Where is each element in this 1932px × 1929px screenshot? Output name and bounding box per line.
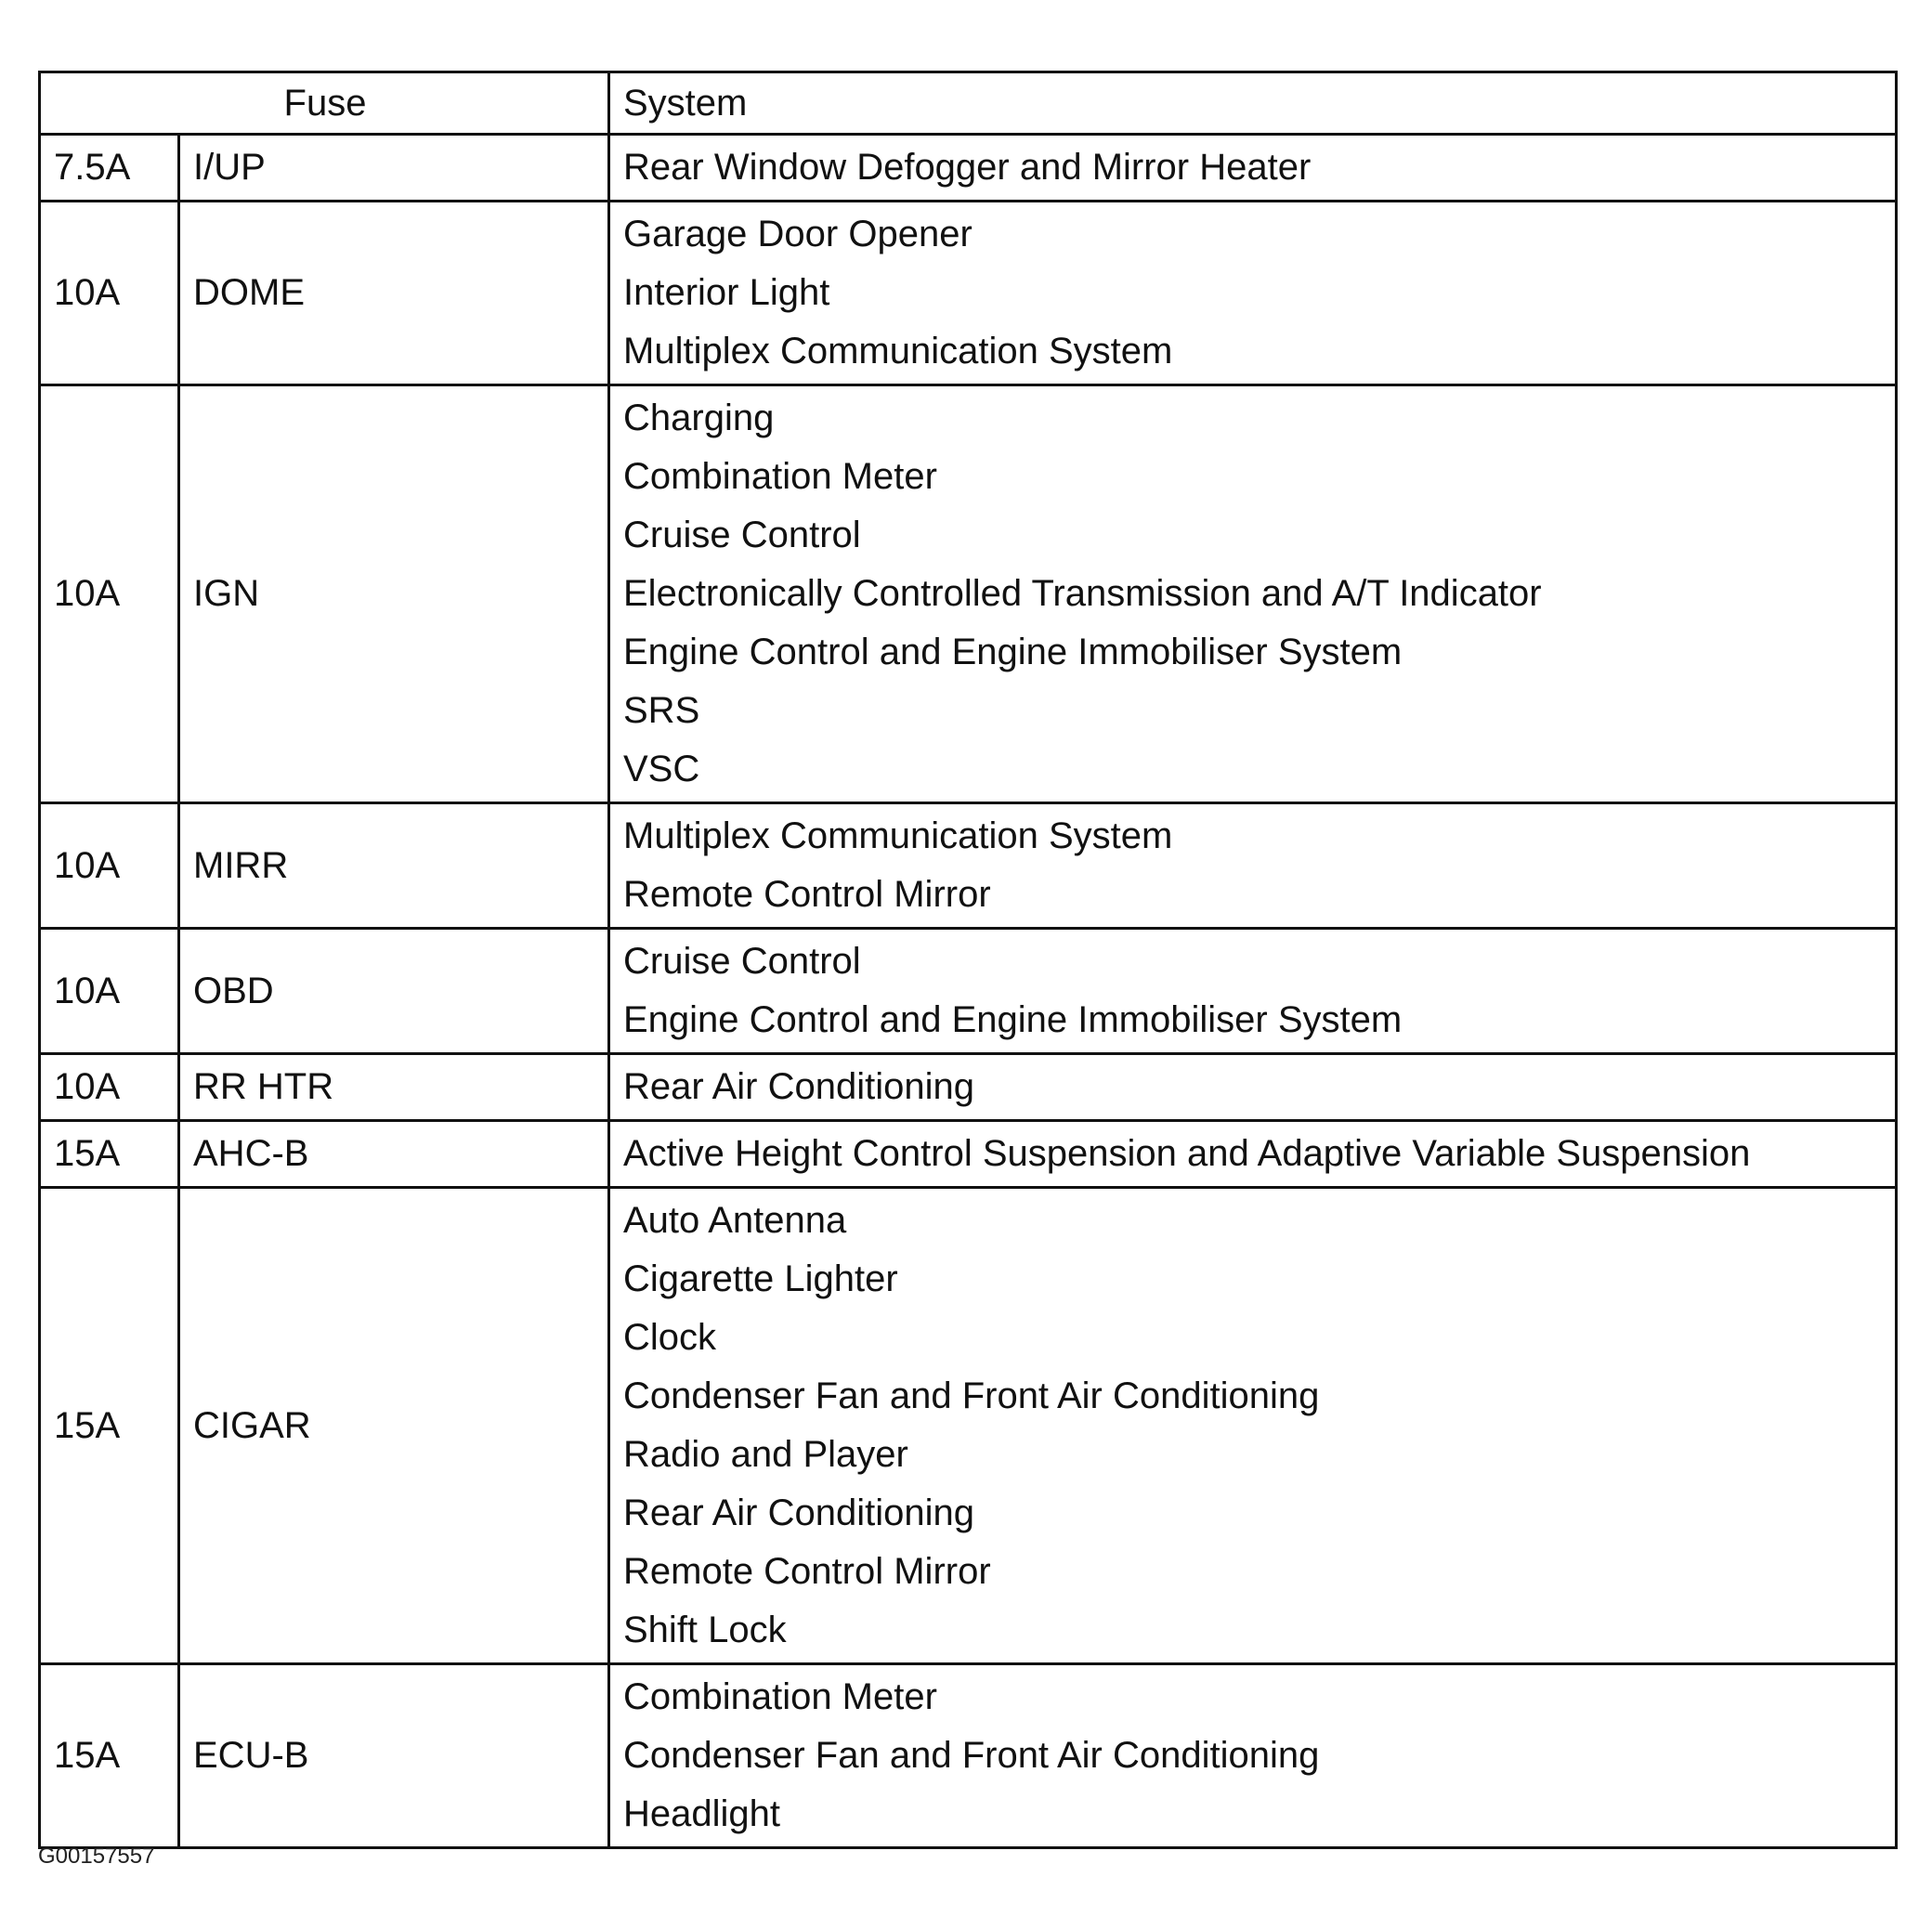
fuse-name: ECU-B (179, 1664, 609, 1848)
fuse-systems (609, 202, 1897, 385)
fuse-systems (609, 803, 1897, 929)
fuse-name: RR HTR (179, 1054, 609, 1121)
system-item: SRS (623, 690, 700, 731)
fuse-systems (609, 1188, 1897, 1664)
system-item: Multiplex Communication System (623, 815, 1173, 856)
system-item: Engine Control and Engine Immobiliser System (623, 999, 1403, 1040)
system-item: VSC (623, 749, 700, 789)
system-item: Cruise Control (623, 515, 861, 555)
system-item: Rear Air Conditioning (623, 1066, 974, 1107)
fuse-row (40, 202, 1897, 385)
system-item: Engine Control and Engine Immobiliser System (623, 632, 1403, 672)
fuse-systems (609, 385, 1897, 803)
fuse-amperage: 10A (40, 803, 179, 929)
fuse-name: MIRR (179, 803, 609, 929)
fuse-systems (609, 135, 1897, 202)
header-row (40, 72, 1897, 135)
system-item: Headlight (623, 1793, 781, 1834)
figure-id: G00157557 (38, 1844, 155, 1869)
fuse-systems (609, 929, 1897, 1054)
fuse-name: OBD (179, 929, 609, 1054)
system-item: Clock (623, 1317, 717, 1358)
fuse-rows (40, 135, 1897, 1848)
fuse-name: CIGAR (179, 1188, 609, 1664)
system-item: Charging (623, 398, 775, 438)
system-item: Cigarette Lighter (623, 1258, 898, 1299)
fuse-amperage: 15A (40, 1188, 179, 1664)
system-item: Multiplex Communication System (623, 331, 1173, 371)
system-item: Interior Light (623, 272, 830, 313)
system-item: Garage Door Opener (623, 214, 973, 254)
system-item: Condenser Fan and Front Air Conditioning (623, 1735, 1320, 1776)
system-item: Cruise Control (623, 941, 861, 982)
fuse-amperage: 10A (40, 1054, 179, 1121)
system-item: Radio and Player (623, 1434, 908, 1475)
system-item: Condenser Fan and Front Air Conditioning (623, 1375, 1320, 1416)
fuse-name: IGN (179, 385, 609, 803)
fuse-row (40, 929, 1897, 1054)
system-item: Auto Antenna (623, 1200, 847, 1241)
system-item: Electronically Controlled Transmission and A/T Indicator (623, 573, 1542, 614)
fuse-name: AHC-B (179, 1121, 609, 1188)
fuse-amperage: 10A (40, 385, 179, 803)
fuse-row (40, 135, 1897, 202)
system-column-header: System (609, 72, 1897, 135)
fuse-systems (609, 1054, 1897, 1121)
system-item: Combination Meter (623, 1676, 937, 1717)
fuse-amperage: 15A (40, 1664, 179, 1848)
fuse-systems (609, 1121, 1897, 1188)
fuse-name: DOME (179, 202, 609, 385)
fuse-row (40, 1664, 1897, 1848)
system-item: Rear Window Defogger and Mirror Heater (623, 147, 1312, 188)
system-item: Combination Meter (623, 456, 937, 497)
fuse-row (40, 1188, 1897, 1664)
fuse-amperage: 7.5A (40, 135, 179, 202)
system-item: Remote Control Mirror (623, 1551, 991, 1592)
fuse-column-header: Fuse (40, 72, 609, 135)
system-item: Active Height Control Suspension and Adaptive Variable Suspension (623, 1133, 1751, 1174)
fuse-row (40, 1121, 1897, 1188)
system-item: Remote Control Mirror (623, 874, 991, 915)
fuse-row (40, 803, 1897, 929)
fuse-amperage: 10A (40, 929, 179, 1054)
fuse-amperage: 15A (40, 1121, 179, 1188)
fuse-amperage: 10A (40, 202, 179, 385)
system-item: Rear Air Conditioning (623, 1492, 974, 1533)
fuse-row (40, 385, 1897, 803)
fuse-row (40, 1054, 1897, 1121)
system-item: Shift Lock (623, 1610, 787, 1650)
fuse-name: I/UP (179, 135, 609, 202)
fuse-systems (609, 1664, 1897, 1848)
fuse-table (38, 71, 1898, 1849)
